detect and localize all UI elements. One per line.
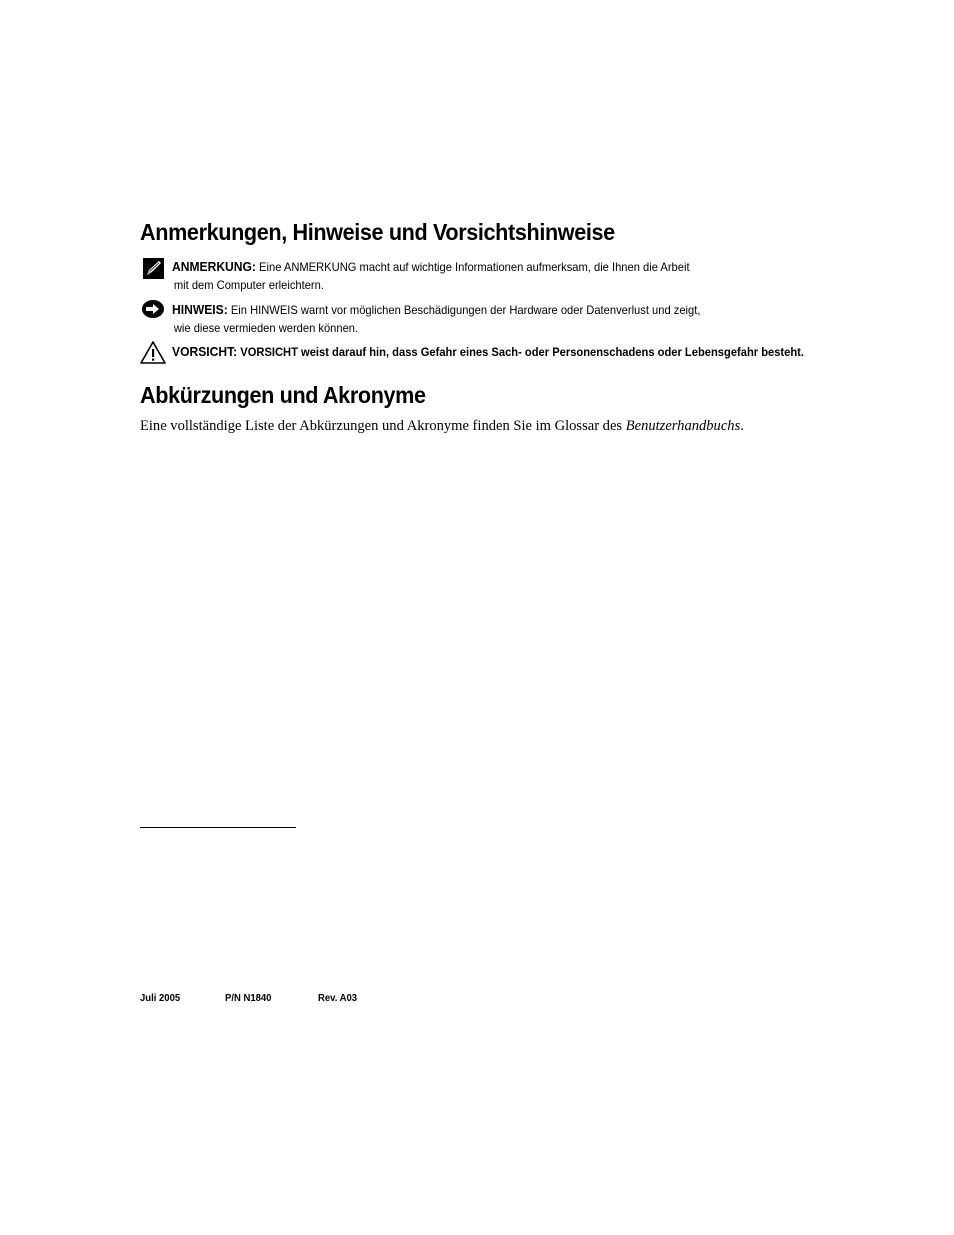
- anmerkung-line2: mit dem Computer erleichtern.: [173, 278, 324, 292]
- footer-revision: Rev. A03: [318, 993, 358, 1004]
- vorsicht-line1: VORSICHT weist darauf hin, dass Gefahr eines Sach- oder Personenschadens oder Lebensgefahr besteht.: [237, 345, 804, 359]
- anmerkung-label: ANMERKUNG:: [172, 259, 256, 274]
- abbreviations-end: .: [740, 418, 744, 434]
- arrow-circle-icon: [140, 299, 166, 325]
- footer-part-number: P/N N1840: [225, 993, 272, 1004]
- note-hinweis-text: [172, 301, 823, 337]
- hinweis-line1: Ein HINWEIS warnt vor möglichen Beschädigungen der Hardware oder Datenverlust und zeigt,: [227, 303, 701, 317]
- heading-notes: Anmerkungen, Hinweise und Vorsichtshinweise: [140, 219, 615, 245]
- footer-rule: [140, 827, 296, 828]
- hinweis-line2: wie diese vermieden werden können.: [173, 321, 359, 335]
- abbreviations-text: Eine vollständige Liste der Abkürzungen und Akronyme finden Sie im Glossar des: [140, 418, 626, 434]
- vorsicht-label: VORSICHT:: [172, 344, 238, 359]
- heading-abbreviations: Abkürzungen und Akronyme: [140, 382, 426, 408]
- note-vorsicht-text: [172, 343, 823, 361]
- note-anmerkung-text: [172, 258, 823, 294]
- abbreviations-paragraph: [140, 418, 744, 435]
- pencil-note-icon: [140, 256, 166, 282]
- anmerkung-line1: Eine ANMERKUNG macht auf wichtige Informationen aufmerksam, die Ihnen die Arbeit: [255, 260, 690, 274]
- footer-date: Juli 2005: [140, 993, 181, 1004]
- manual-title: Benutzerhandbuchs: [625, 418, 741, 434]
- hinweis-label: HINWEIS:: [172, 302, 228, 317]
- warning-triangle-icon: [140, 341, 166, 367]
